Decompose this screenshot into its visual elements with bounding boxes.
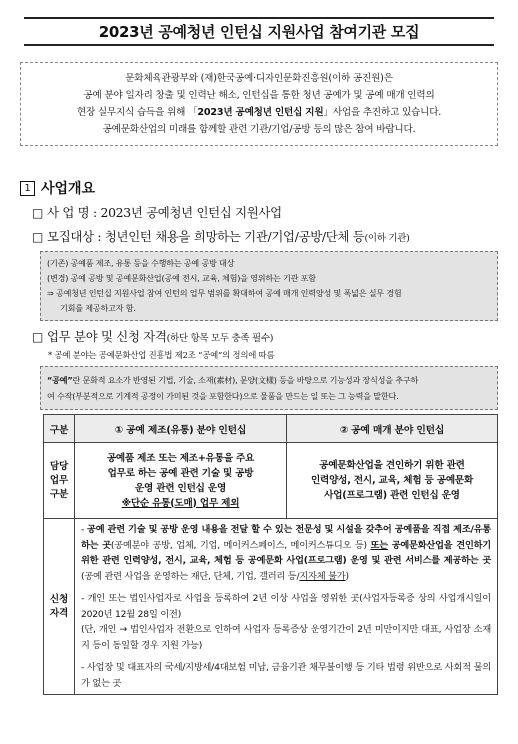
box-line: 기회를 제공하고자 함. <box>60 303 136 313</box>
square-bullet-icon: □ <box>32 206 44 220</box>
eligibility-text: ) <box>345 570 349 582</box>
box-line: (기존) 공예품 제조, 유통 등을 수행하는 공예 공방 대상 <box>47 258 235 268</box>
eligibility-item <box>81 522 491 584</box>
definition-text: 란 문화적 요소가 반영된 기법, 기술, 소재(素材), 문양(文樣) 등을 바탕으로 기능성과 장식성을 추구하 <box>72 375 419 385</box>
header-manufacturing: ① 공예 제조(유통) 분야 인턴십 <box>75 415 287 443</box>
intro-line: 공예 분야 일자리 창출 및 인력난 해소, 인턴십을 통한 청년 공예가 및 공예 매개 인력의 <box>83 90 435 101</box>
section-heading <box>20 178 95 198</box>
table-header-row <box>44 415 498 443</box>
eligibility-text: (공예 관련 사업을 운영하는 재단, 단체, 기업, 갤러리 등/ <box>81 570 300 582</box>
table-row <box>44 519 498 695</box>
scope-item <box>32 327 273 345</box>
intro-line: 문화체육관광부와 (재)한국공예·디자인문화진흥원(이하 공진원)은 <box>125 73 393 84</box>
cell-line: 운영 관련 인턴십 운영 <box>134 482 227 494</box>
project-name-text: 사 업 명 : 2023년 공예청년 인턴십 지원사업 <box>47 205 282 220</box>
mediation-duties-cell <box>287 443 498 519</box>
row-label-duties: 담당 업무 구분 <box>44 443 75 519</box>
cell-line: 공예품 제조 또는 제조+유통을 주요 <box>106 452 255 464</box>
box-line <box>47 372 491 388</box>
box-line: 여 수작(부분적으로 기계적 공정이 가미된 것을 포함한다)으로 물품을 만드는 일 또는 그 능력을 말한다. <box>47 391 399 401</box>
section-number: 1 <box>20 181 35 196</box>
target-suffix: (이하 기관) <box>364 233 410 244</box>
eligibility-text: (공예분야 공방, 업체, 기업, 메이커스페이스, 메이커스튜디오 등) <box>110 539 371 551</box>
cell-line: 업무로 하는 공예 관련 기술 및 공방 <box>107 467 254 479</box>
intro-project-name: 2023년 공예청년 인턴십 지원 <box>197 107 324 118</box>
exclusion-note: ※단순 유통(도매) 업무 제외 <box>121 497 240 509</box>
page-title: 2023년 공예청년 인턴십 지원사업 참여기관 모집 <box>24 17 494 46</box>
target-item <box>32 227 410 245</box>
eligibility-item <box>81 591 491 653</box>
cell-line: 사업(프로그램) 관련 인턴십 운영 <box>324 490 460 501</box>
eligibility-cell <box>75 519 498 695</box>
box-line: ⇒ 공예청년 인턴십 지원사업 참여 인턴의 업무 범위를 확대하여 공예 매개 인력양성 및 폭넓은 실무 경험 <box>47 288 402 298</box>
eligibility-or: 또는 <box>370 539 388 551</box>
craft-term: “공예” <box>47 375 73 385</box>
section-title: 사업개요 <box>41 181 96 197</box>
header-category: 구분 <box>44 415 75 443</box>
intro-line <box>29 104 489 121</box>
table-row <box>44 443 498 519</box>
target-text: 모집대상 : 청년인턴 채용을 희망하는 기관/기업/공방/단체 등 <box>47 229 365 244</box>
cell-line: 공예문화산업을 견인하기 위한 관련 <box>319 460 465 471</box>
intro-text: 현장 실무지식 습득을 위해 「 <box>76 107 198 118</box>
eligibility-bold: 공예문화산업을 견인하기 위한 관련 인력양성, 전시, 교육, 체험 등 공예문화 사업(프로그램) 운영 및 관련 서비스를 제공하는 곳 <box>81 539 491 566</box>
square-bullet-icon: □ <box>32 330 44 344</box>
internship-type-table <box>43 414 498 695</box>
manufacturing-duties-cell <box>75 443 287 519</box>
box-line: (변경) 공예 공방 및 공예문화산업(공예 전시, 교육, 체험)을 영위하는 기관 포함 <box>47 273 316 283</box>
dash: - <box>81 524 88 535</box>
eligibility-item: - 사업장 및 대표자의 국세/지방세/4대보험 미납, 금융기관 채무불이행 등 기타 법령 위반으로 사회적 물의가 없는 곳 <box>81 662 491 689</box>
intro-box <box>20 62 498 146</box>
intro-line: 공예문화산업의 미래를 함께할 관련 기관/기업/공방 등의 많은 참여 바랍니다. <box>102 124 416 135</box>
scope-suffix: (하단 항목 모두 충족 필수) <box>166 333 274 344</box>
cell-line <box>77 496 284 511</box>
intro-text: 」사업을 추진하고 있습니다. <box>323 107 442 118</box>
cell-line: 인력양성, 전시, 교육, 체험 등 공예문화 <box>310 475 474 486</box>
row-label-eligibility: 신청 자격 <box>44 519 75 695</box>
craft-definition-box <box>40 366 498 410</box>
target-change-box <box>40 251 498 321</box>
eligibility-text: (단, 개인 → 법인사업자 전환으로 인하여 사업자 등록증상 운영기간이 2년 미만이지만 대표, 사업장 소재지 등이 동일할 경우 지원 가능) <box>81 624 491 651</box>
scope-text: 업무 분야 및 신청 자격 <box>47 329 167 344</box>
eligibility-bold: 공예 관련 기술 및 공방 운영 내용을 전달 할 수 있는 전문성 및 시설을 갖추어 공예품을 직접 제조/유통하는 곳 <box>81 524 491 551</box>
project-name-item <box>32 203 282 221</box>
eligibility-text: - 개인 또는 법인사업자로 사업을 등록하여 2년 이상 사업을 영위한 곳(사업자등록증 상의 사업개시일이 2020년 12월 28일 이전) <box>81 593 491 620</box>
header-mediation: ② 공예 매개 분야 인턴십 <box>287 415 498 443</box>
square-bullet-icon: □ <box>32 230 44 244</box>
eligibility-exclusion: 지자체 불가 <box>299 570 346 582</box>
craft-definition-note: * 공예 분야는 공예문화산업 진흥법 제2조 “공예”의 정의에 따름 <box>48 350 275 360</box>
